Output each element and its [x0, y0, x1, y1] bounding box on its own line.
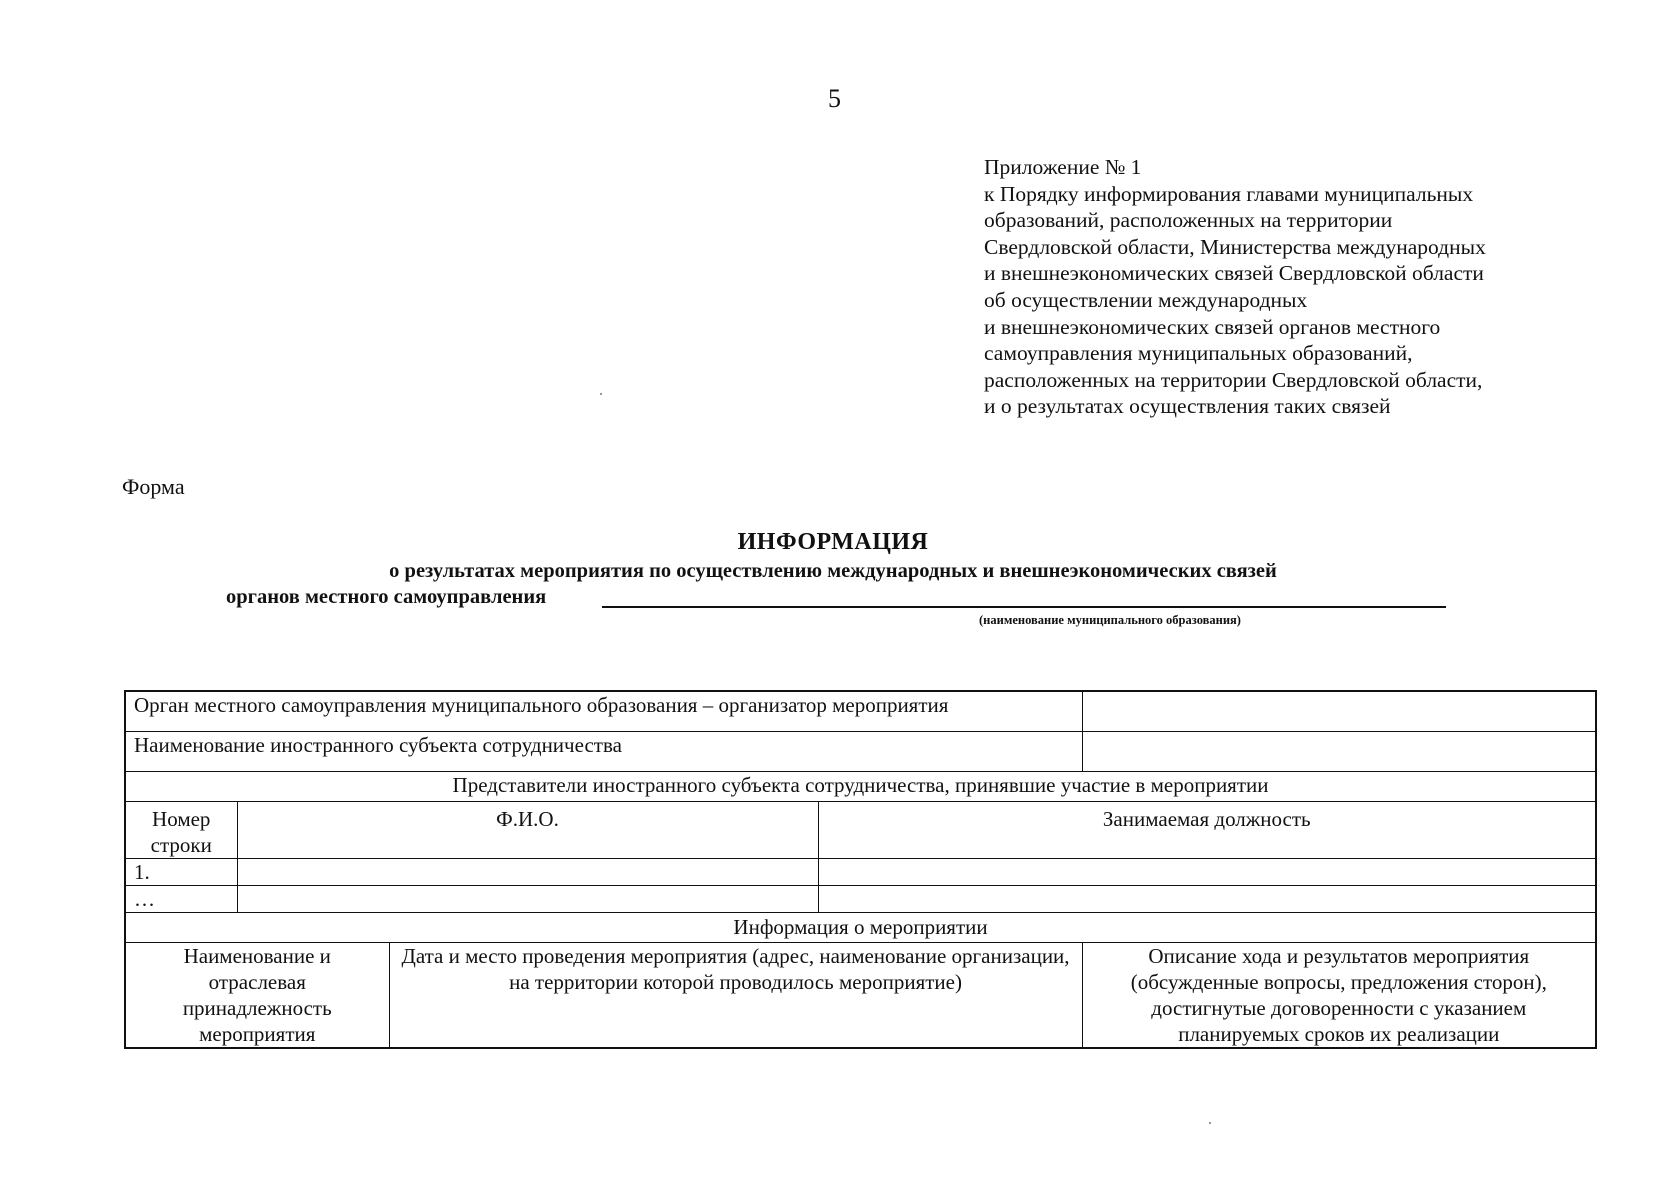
page-number: 5: [828, 84, 841, 113]
organizer-value-cell[interactable]: [1082, 691, 1596, 731]
table-row: [125, 885, 1596, 912]
appendix-line: к Порядку информирования главами муниципальных: [984, 181, 1474, 206]
scan-speck: [1209, 1122, 1211, 1124]
appendix-line: Приложение № 1: [984, 155, 1142, 179]
row-number: …: [125, 885, 237, 912]
full-name-cell[interactable]: [237, 858, 818, 885]
table-row: [125, 858, 1596, 885]
form-label: Форма: [122, 474, 185, 499]
event-info-header: Информация о мероприятии: [125, 912, 1596, 942]
appendix-line: расположенных на территории Свердловской области,: [984, 367, 1483, 392]
report-form-table: [124, 690, 1597, 1049]
document-subtitle: о результатах мероприятия по осуществлению международных и внешнеэкономических связей: [389, 560, 1277, 582]
appendix-block: [984, 154, 1584, 420]
event-info-header-row: [125, 912, 1596, 942]
foreign-subject-label: Наименование иностранного субъекта сотрудничества: [125, 731, 1082, 771]
full-name-cell[interactable]: [237, 885, 818, 912]
document-title: ИНФОРМАЦИЯ: [737, 529, 929, 555]
col-event-description: Описание хода и результатов мероприятия (обсужденные вопросы, предложения сторон), достигнутые договоренности с указанием планируемых сроков их реализации: [1082, 942, 1596, 1048]
representatives-header-row: [125, 771, 1596, 801]
col-row-number: Номер строки: [125, 801, 237, 858]
col-full-name: Ф.И.О.: [237, 801, 818, 858]
row-number: 1.: [125, 858, 237, 885]
col-event-date-place: Дата и место проведения мероприятия (адрес, наименование организации, на территории которой проводилось мероприятие): [389, 942, 1082, 1048]
position-cell[interactable]: [818, 885, 1596, 912]
appendix-line: образований, расположенных на территории: [984, 208, 1393, 233]
event-columns-row: [125, 942, 1596, 1048]
foreign-subject-value-cell[interactable]: [1082, 731, 1596, 771]
col-event-name: Наименование и отраслевая принадлежность мероприятия: [125, 942, 389, 1048]
appendix-line: и о результатах осуществления таких связей: [984, 394, 1391, 419]
organizer-row: [125, 691, 1596, 731]
appendix-line: Свердловской области, Министерства международных: [984, 234, 1486, 259]
col-position: Занимаемая должность: [818, 801, 1596, 858]
position-cell[interactable]: [818, 858, 1596, 885]
representatives-header: Представители иностранного субъекта сотрудничества, принявшие участие в мероприятии: [125, 771, 1596, 801]
rep-columns-row: [125, 801, 1596, 858]
municipality-caption: (наименование муниципального образования): [979, 613, 1241, 627]
foreign-subject-row: [125, 731, 1596, 771]
appendix-line: и внешнеэкономических связей органов местного: [984, 314, 1441, 339]
appendix-line: самоуправления муниципальных образований,: [984, 341, 1413, 366]
municipality-blank-line[interactable]: [602, 606, 1446, 608]
scan-speck: [600, 393, 602, 395]
appendix-line: и внешнеэкономических связей Свердловской области: [984, 261, 1484, 286]
organizer-label: Орган местного самоуправления муниципального образования – организатор мероприятия: [125, 691, 1082, 731]
org-line-label: органов местного самоуправления: [226, 586, 547, 608]
appendix-line: об осуществлении международных: [984, 287, 1308, 312]
